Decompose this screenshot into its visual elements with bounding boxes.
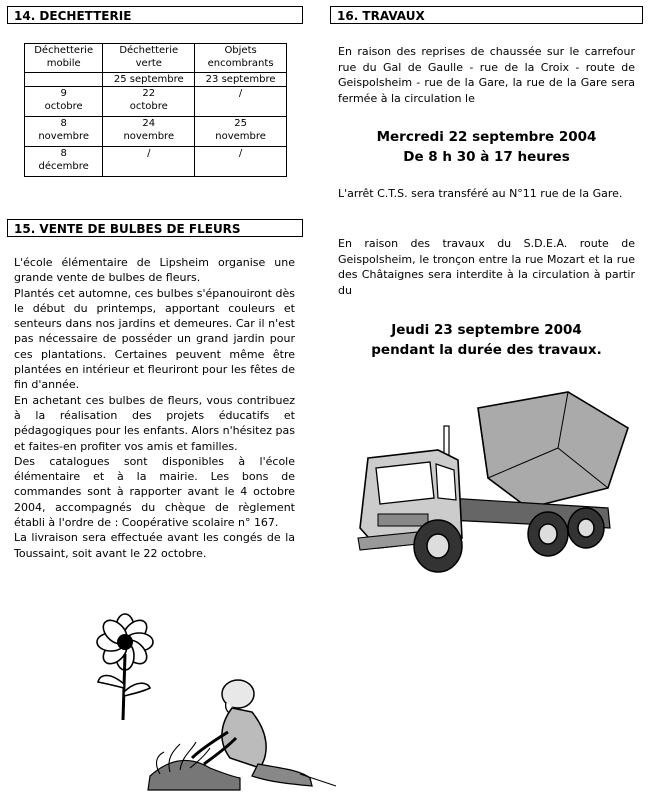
date-1: Mercredi 22 septembre 2004 bbox=[376, 129, 597, 145]
paragraph: L'école élémentaire de Lipsheim organise une grande vente de bulbes de fleurs. bbox=[14, 256, 295, 285]
bulbes-text bbox=[14, 255, 295, 561]
section-14-header: 14. DECHETTERIE bbox=[7, 6, 303, 24]
encombrants-date: 23 septembre bbox=[195, 73, 287, 87]
travaux-text-1: En raison des reprises de chaussée sur le carrefour rue du Gal de Gaulle - rue de la Croix - route de Geispolsheim - rue de la Gare, la rue de la Gare sera fermée à la circulation le bbox=[338, 45, 635, 105]
table-date-row bbox=[25, 73, 287, 87]
paragraph: La livraison sera effectuée avant les congés de la Toussaint, soit avant le 22 octobre. bbox=[14, 531, 295, 560]
table-row: 8 décembre / / bbox=[25, 147, 287, 177]
table-row: 8 novembre 24 novembre 25 novembre bbox=[25, 117, 287, 147]
table-row: 9 octobre 22 octobre / bbox=[25, 87, 287, 117]
section-16-header: 16. TRAVAUX bbox=[330, 6, 643, 24]
verte-date: 25 septembre bbox=[103, 73, 195, 87]
date-2: Jeudi 23 septembre 2004 bbox=[391, 322, 582, 338]
travaux-text-2: En raison des travaux du S.D.E.A. route de Geispolsheim, le tronçon entre la rue Mozart et la rue des Châtaignes sera interdite à la circulation à partir du bbox=[338, 237, 635, 297]
table-header-row bbox=[25, 44, 287, 73]
paragraph: En achetant ces bulbes de fleurs, vous contribuez à la réalisation des projets éducatifs et pédagogiques pour les enfants. Alors n'hésitez pas et faites-en profiter vos amis et familles. bbox=[14, 393, 295, 453]
paragraph: Plantés cet automne, ces bulbes s'épanouiront dès le début du printemps, apportant couleurs et senteurs dans nos jardins et demeures. Car il n'est pas nécessaire de posséder un grand jardin pour ces plantations. Certaines peuvent même être plantées en intérieur et fleuriront pour les fêtes de fin d'année. bbox=[14, 286, 295, 392]
time-1: De 8 h 30 à 17 heures bbox=[403, 149, 570, 165]
col-encombrants-header: Objets encombrants bbox=[195, 44, 287, 73]
gardener-illustration bbox=[140, 672, 340, 794]
col-verte-header: Déchetterie verte bbox=[103, 44, 195, 73]
col-mobile-header: Déchetterie mobile bbox=[25, 44, 103, 73]
cts-notice: L'arrêt C.T.S. sera transféré au N°11 rue de la Gare. bbox=[338, 187, 623, 200]
dump-truck-illustration bbox=[338, 388, 638, 588]
paragraph: Des catalogues sont disponibles à l'école élémentaire et à la mairie. Les bons de commandes sont à rapporter avant le 4 octobre 2004, accompagnés du chèque de règlement établi à l'ordre de : Coopérative scolaire n° 167. bbox=[14, 454, 295, 530]
duration-2: pendant la durée des travaux. bbox=[371, 342, 602, 358]
dechetterie-table bbox=[24, 43, 287, 177]
section-15-header: 15. VENTE DE BULBES DE FLEURS bbox=[7, 219, 303, 237]
